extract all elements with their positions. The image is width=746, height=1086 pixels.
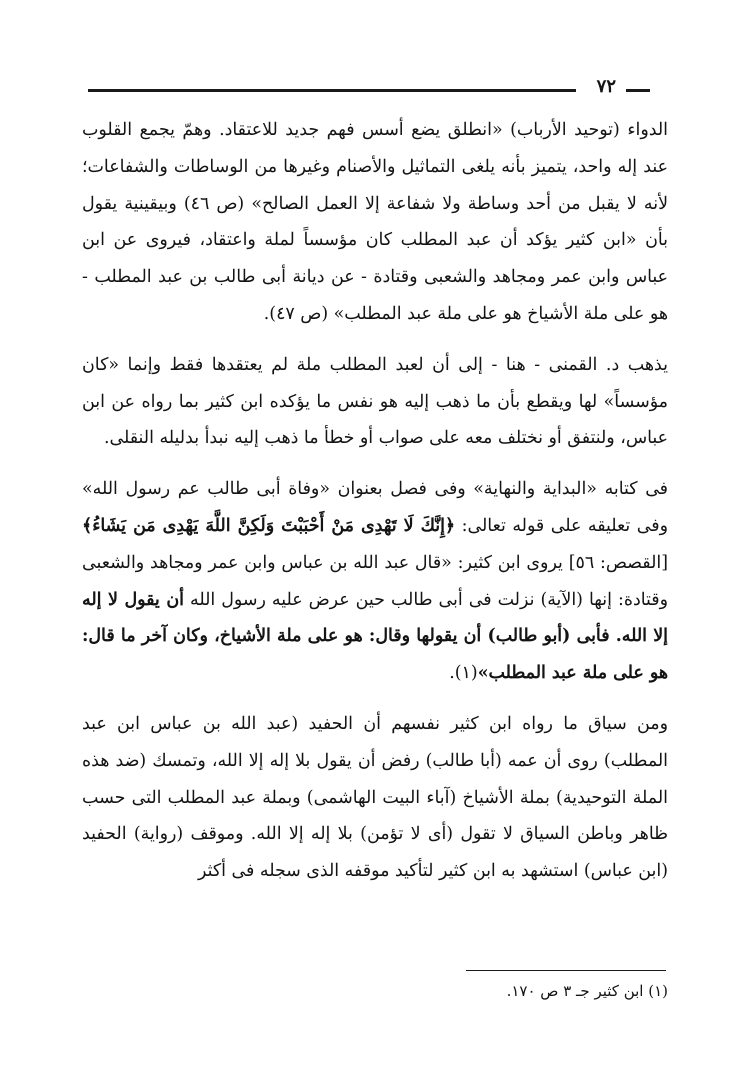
footnote-rule	[466, 970, 666, 971]
text-segment: (١).	[449, 663, 478, 684]
text-segment: الدواء (توحيد الأرباب) «انطلق يضع أسس فهم جديد للاعتقاد. وهمّ يجمع القلوب عند إله واحد، يتميز بأنه يلغى التماثيل والأصنام وغيرها من الوساطات والشفاعات؛ لأنه لا يقبل من أحد وساطة ولا شفاعة إلا العمل الصالح» (ص ٤٦) وبيقينية يقول بأن «ابن كثير يؤكد أن عبد المطلب كان مؤسساً لملة واعتقاد، فيروى عن ابن عباس وابن عمر ومجاهد والشعبى وقتادة - عن ديانة أبى طالب بن عبد المطلب - هو على ملة الأشياخ هو على ملة عبد المطلب» (ص ٤٧).	[82, 120, 668, 324]
page-header	[88, 78, 650, 100]
paragraph	[82, 706, 668, 890]
text-segment: يذهب د. القمنى - هنا - إلى أن لعبد المطلب ملة لم يعتقدها فقط وإنما «كان مؤسساً» لها ويقطع بأن ما ذهب إليه هو نفس ما يؤكده ابن كثير بما رواه عن ابن عباس، ولنتفق أو نختلف معه على صواب أو خطأ ما ذهب إليه نبدأ بدليله النقلى.	[82, 354, 668, 449]
header-rule-short	[626, 89, 650, 92]
paragraph	[82, 471, 668, 692]
bold-text-segment: أن يقول لا إله إلا الله. فأبى (أبو طالب) أن يقولها وقال: هو على ملة الأشياخ، وكان آخر ما قال: هو على ملة عبد المطلب»	[82, 589, 668, 684]
paragraph	[82, 112, 668, 333]
header-rule	[88, 89, 576, 92]
text-segment: ومن سياق ما رواه ابن كثير نفسهم أن الحفيد (عبد الله بن عباس ابن عبد المطلب) روى أن عمه (أبا طالب) رفض أن يقول بلا إله إلا الله، وتمسك (ضد هذه الملة التوحيدية) بملة الأشياخ (آباء البيت الهاشمى) وبملة عبد المطلب التى حسب ظاهر وباطن السياق لا تقول (أى لا تؤمن) بلا إله إلا الله. وموقف (رواية) الحفيد (ابن عباس) استشهد به ابن كثير لتأكيد موقفه الذى سجله فى أكثر	[82, 713, 668, 882]
text-segment: فى كتابه «البداية والنهاية» وفى فصل بعنوان «وفاة أبى طالب عم رسول الله» وفى تعليقه على قوله تعالى:	[82, 479, 668, 536]
body-text	[82, 112, 668, 904]
text-segment: [القصص: ٥٦] يروى ابن كثير: «قال عبد الله بن عباس وابن عمر ومجاهد والشعبى وقتادة: إنها (الآية) نزلت فى أبى طالب حين عرض عليه رسول الله	[82, 552, 668, 610]
footnote: (١) ابن كثير جـ ٣ ص ١٧٠.	[506, 982, 668, 1000]
paragraph	[82, 347, 668, 457]
bold-text-segment: ﴿إِنَّكَ لَا تَهْدِى مَنْ أَحْبَبْتَ وَلَكِنَّ اللَّهَ يَهْدِى مَن يَشَاءُ﴾	[82, 515, 456, 536]
page-number: ٧٢	[596, 76, 616, 97]
